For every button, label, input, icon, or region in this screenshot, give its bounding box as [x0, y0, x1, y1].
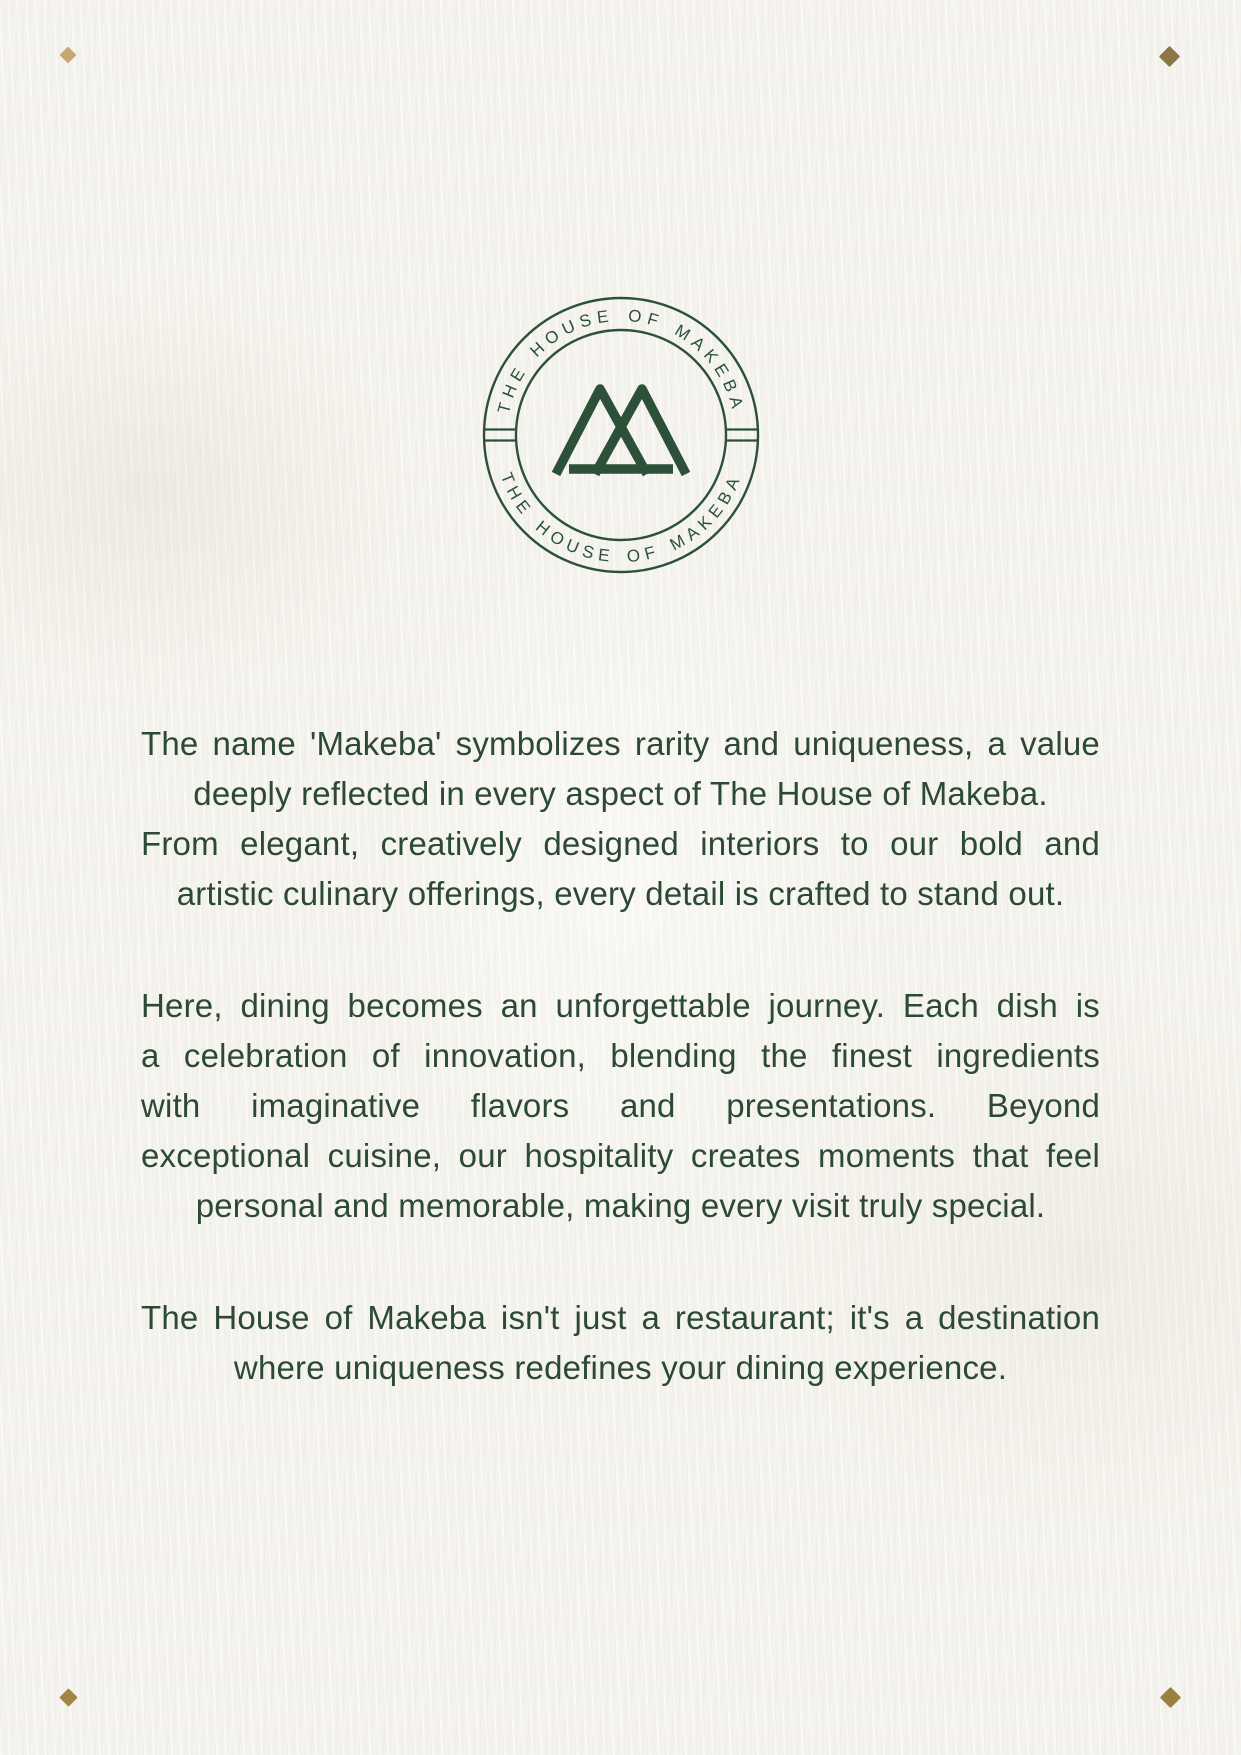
paragraph-destination	[141, 1293, 1100, 1393]
text-line: Here, dining becomes an unforgettable journey. Each dish is	[141, 987, 1100, 1024]
house-of-makeba-badge-logo	[471, 285, 771, 585]
mountain-monogram-icon	[556, 389, 686, 474]
text-line: The House of Makeba isn't just a restaurant; it's a destination	[141, 1299, 1100, 1336]
badge-text-bottom: THE HOUSE OF MAKEBA	[496, 469, 746, 567]
corner-diamond-bottom-right-icon	[1160, 1687, 1181, 1708]
text-line: with imaginative flavors and presentations. Beyond	[141, 1087, 1100, 1124]
text-line: exceptional cuisine, our hospitality creates moments that feel	[141, 1137, 1100, 1174]
badge-text-top: THE HOUSE OF MAKEBA	[494, 305, 748, 416]
text-line: where uniqueness redefines your dining experience.	[233, 1349, 1008, 1386]
paragraph-experience	[141, 981, 1100, 1231]
text-line: artistic culinary offerings, every detail is crafted to stand out.	[176, 875, 1065, 912]
paragraph-identity	[141, 719, 1100, 919]
corner-diamond-top-right-icon	[1159, 46, 1180, 67]
text-line: personal and memorable, making every visit truly special.	[195, 1187, 1046, 1224]
about-text-block	[141, 719, 1100, 1393]
text-line: a celebration of innovation, blending the finest ingredients	[141, 1037, 1100, 1074]
text-line: deeply reflected in every aspect of The House of Makeba.	[193, 775, 1048, 812]
text-line: From elegant, creatively designed interiors to our bold and	[141, 825, 1100, 862]
corner-diamond-top-left-icon	[60, 47, 77, 64]
text-line: The name 'Makeba' symbolizes rarity and uniqueness, a value	[141, 725, 1100, 762]
corner-diamond-bottom-left-icon	[59, 1688, 77, 1706]
